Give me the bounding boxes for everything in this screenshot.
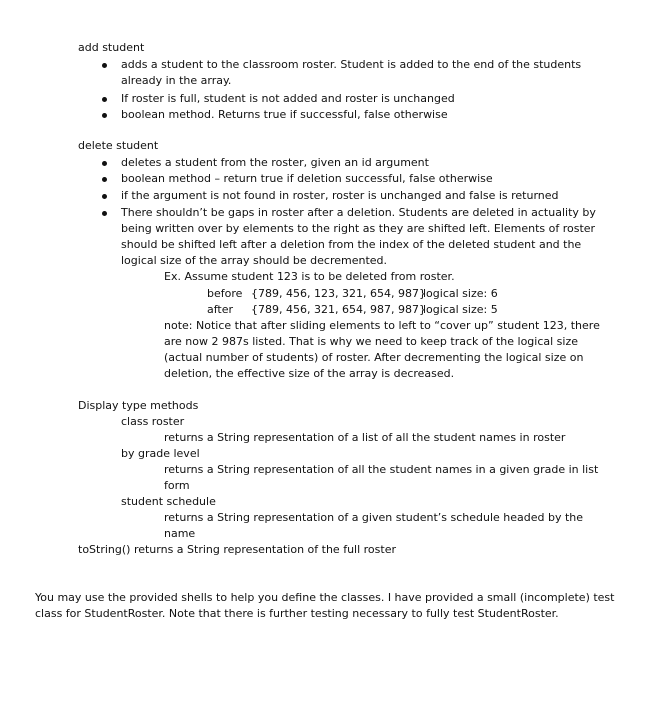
- grade-level-title: by grade level: [121, 447, 200, 460]
- bullet-dot: [102, 161, 107, 166]
- delete-bullet-4-line-2: being written over by elements to the right as they are shifted left. Elements of roster: [121, 222, 596, 235]
- example-before-size: logical size: 6: [423, 287, 498, 300]
- delete-student-heading: delete student: [78, 139, 159, 152]
- add-bullet-3: boolean method. Returns true if successful, false otherwise: [121, 108, 448, 121]
- delete-bullet-4-line-4: logical size of the array should be decremented.: [121, 254, 388, 267]
- example-after-values: {789, 456, 321, 654, 987, 987}: [251, 303, 426, 316]
- class-roster-desc: returns a String representation of a list of all the student names in roster: [164, 431, 566, 444]
- delete-bullet-4-line-1: There shouldn’t be gaps in roster after a deletion. Students are deleted in actuality by: [121, 206, 596, 219]
- add-bullet-1-line-2: already in the array.: [121, 74, 232, 87]
- bullet-dot: [102, 113, 107, 118]
- footer-line-1: You may use the provided shells to help you define the classes. I have provided a small (incomplete) test: [35, 591, 615, 604]
- tostring-line: toString() returns a String representation of the full roster: [78, 543, 396, 556]
- example-before-label: before: [207, 287, 243, 300]
- delete-bullet-3: if the argument is not found in roster, roster is unchanged and false is returned: [121, 189, 559, 202]
- add-bullet-2: If roster is full, student is not added and roster is unchanged: [121, 92, 455, 105]
- example-note-line-4: deletion, the effective size of the array is decreased.: [164, 367, 455, 380]
- footer-line-2: class for StudentRoster. Note that there is further testing necessary to fully test StudentRoster.: [35, 607, 559, 620]
- bullet-dot: [102, 211, 107, 216]
- delete-bullet-1: deletes a student from the roster, given an id argument: [121, 156, 429, 169]
- class-roster-title: class roster: [121, 415, 185, 428]
- add-student-heading: add student: [78, 41, 145, 54]
- example-note-line-1: note: Notice that after sliding elements to left to “cover up” student 123, there: [164, 319, 600, 332]
- example-after-label: after: [207, 303, 234, 316]
- bullet-dot: [102, 177, 107, 182]
- display-heading: Display type methods: [78, 399, 199, 412]
- add-bullet-1-line-1: adds a student to the classroom roster. Student is added to the end of the students: [121, 58, 582, 71]
- grade-level-desc-line-1: returns a String representation of all the student names in a given grade in list: [164, 463, 599, 476]
- example-note-line-3: (actual number of students) of roster. After decrementing the logical size on: [164, 351, 584, 364]
- bullet-dot: [102, 97, 107, 102]
- schedule-desc-line-2: name: [164, 527, 196, 540]
- grade-level-desc-line-2: form: [164, 479, 190, 492]
- bullet-dot: [102, 63, 107, 68]
- example-intro: Ex. Assume student 123 is to be deleted from roster.: [164, 270, 455, 283]
- schedule-title: student schedule: [121, 495, 216, 508]
- example-note-line-2: are now 2 987s listed. That is why we need to keep track of the logical size: [164, 335, 579, 348]
- delete-bullet-2: boolean method – return true if deletion successful, false otherwise: [121, 172, 493, 185]
- delete-bullet-4-line-3: should be shifted left after a deletion from the index of the deleted student and the: [121, 238, 582, 251]
- example-after-size: logical size: 5: [423, 303, 498, 316]
- example-before-values: {789, 456, 123, 321, 654, 987}: [251, 287, 426, 300]
- schedule-desc-line-1: returns a String representation of a given student’s schedule headed by the: [164, 511, 584, 524]
- bullet-dot: [102, 194, 107, 199]
